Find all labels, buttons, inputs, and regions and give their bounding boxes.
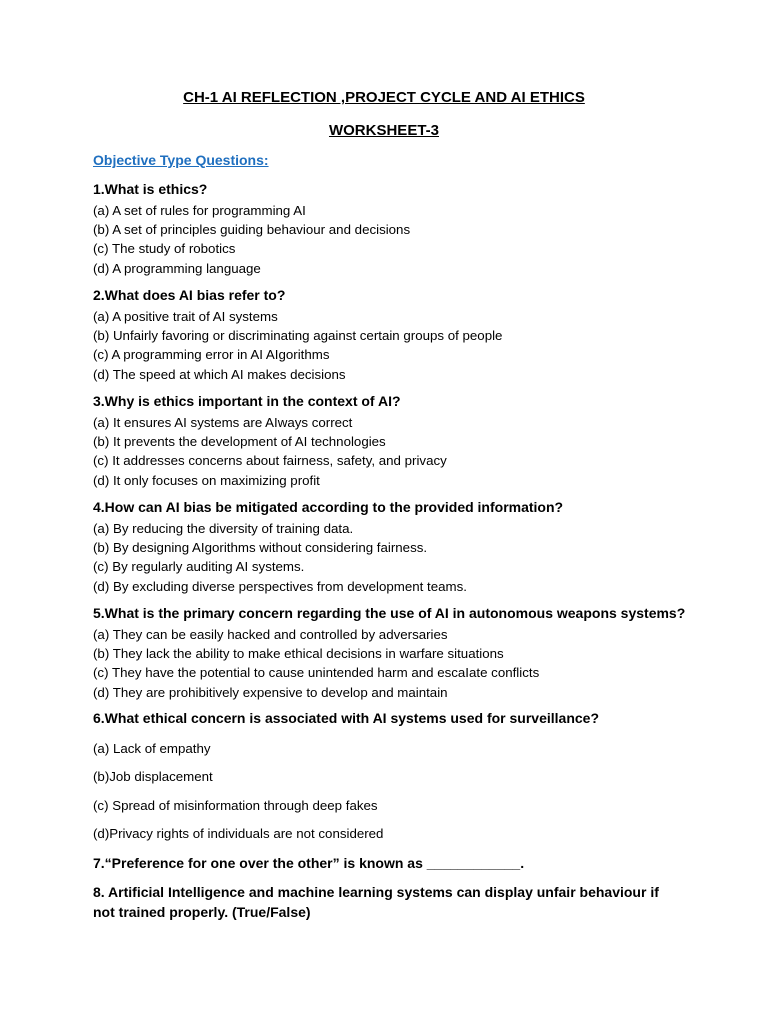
question-text: 5.What is the primary concern regarding the use of AI in autonomous weapons systems?	[93, 605, 686, 621]
option-b: (b)Job displacement	[93, 769, 213, 785]
question-8	[93, 883, 683, 924]
question-text: 7.“Preference for one over the other” is known as ____________.	[93, 855, 525, 871]
question-text: 8. Artificial Intelligence and machine learning systems can display unfair behaviour if not trained properly. (True/False)	[93, 884, 659, 920]
option-a: (a) By reducing the diversity of training data.	[93, 521, 354, 536]
section-heading: Objective Type Questions:	[93, 152, 269, 168]
option-c: (c) They have the potential to cause unintended harm and escaIate conflicts	[93, 665, 540, 681]
option-a: (a) They can be easily hacked and controlled by adversaries	[93, 627, 448, 642]
option-b: (b) A set of principles guiding behaviour and decisions	[93, 222, 411, 238]
option-c: (c) A programming error in AI AIgorithms	[93, 347, 330, 363]
option-a: (a) A set of rules for programming AI	[93, 203, 306, 218]
question-2	[93, 286, 693, 384]
question-text: 2.What does AI bias refer to?	[93, 287, 286, 303]
question-text: 1.What is ethics?	[93, 181, 208, 197]
option-a: (a) Lack of empathy	[93, 741, 211, 756]
option-d: (d) It only focuses on maximizing profit	[93, 472, 320, 488]
question-text: 4.How can AI bias be mitigated according to the provided information?	[93, 499, 564, 515]
option-d: (d) The speed at which AI makes decisions	[93, 366, 346, 382]
question-5	[93, 604, 693, 702]
question-3	[93, 392, 693, 490]
option-b: (b) Unfairly favoring or discriminating against certain groups of people	[93, 328, 503, 344]
option-d: (d) A programming language	[93, 260, 261, 276]
option-c: (c) Spread of misinformation through deep fakes	[93, 797, 378, 813]
option-a: (a) A positive trait of AI systems	[93, 309, 278, 324]
question-text: 6.What ethical concern is associated with AI systems used for surveillance?	[93, 710, 599, 726]
question-7	[93, 854, 693, 875]
option-a: (a) It ensures AI systems are AIways correct	[93, 415, 353, 430]
option-d: (d) By excluding diverse perspectives from development teams.	[93, 578, 467, 594]
option-d: (d) They are prohibitively expensive to develop and maintain	[93, 684, 448, 700]
option-c: (c) By regularly auditing AI systems.	[93, 559, 305, 575]
option-d: (d)Privacy rights of individuals are not considered	[93, 826, 384, 842]
option-c: (c) It addresses concerns about fairness, safety, and privacy	[93, 453, 447, 469]
page-title: CH-1 AI REFLECTION ,PROJECT CYCLE AND AI ETHICS	[183, 89, 585, 106]
question-1	[93, 180, 693, 278]
option-b: (b) They lack the ability to make ethical decisions in warfare situations	[93, 646, 504, 662]
question-4	[93, 498, 693, 596]
option-b: (b) It prevents the development of AI technologies	[93, 434, 386, 450]
worksheet-subtitle: WORKSHEET-3	[328, 122, 439, 139]
option-b: (b) By designing AIgorithms without considering fairness.	[93, 540, 428, 556]
option-c: (c) The study of robotics	[93, 241, 236, 257]
question-6	[93, 709, 693, 853]
question-text: 3.Why is ethics important in the context of AI?	[93, 393, 401, 409]
